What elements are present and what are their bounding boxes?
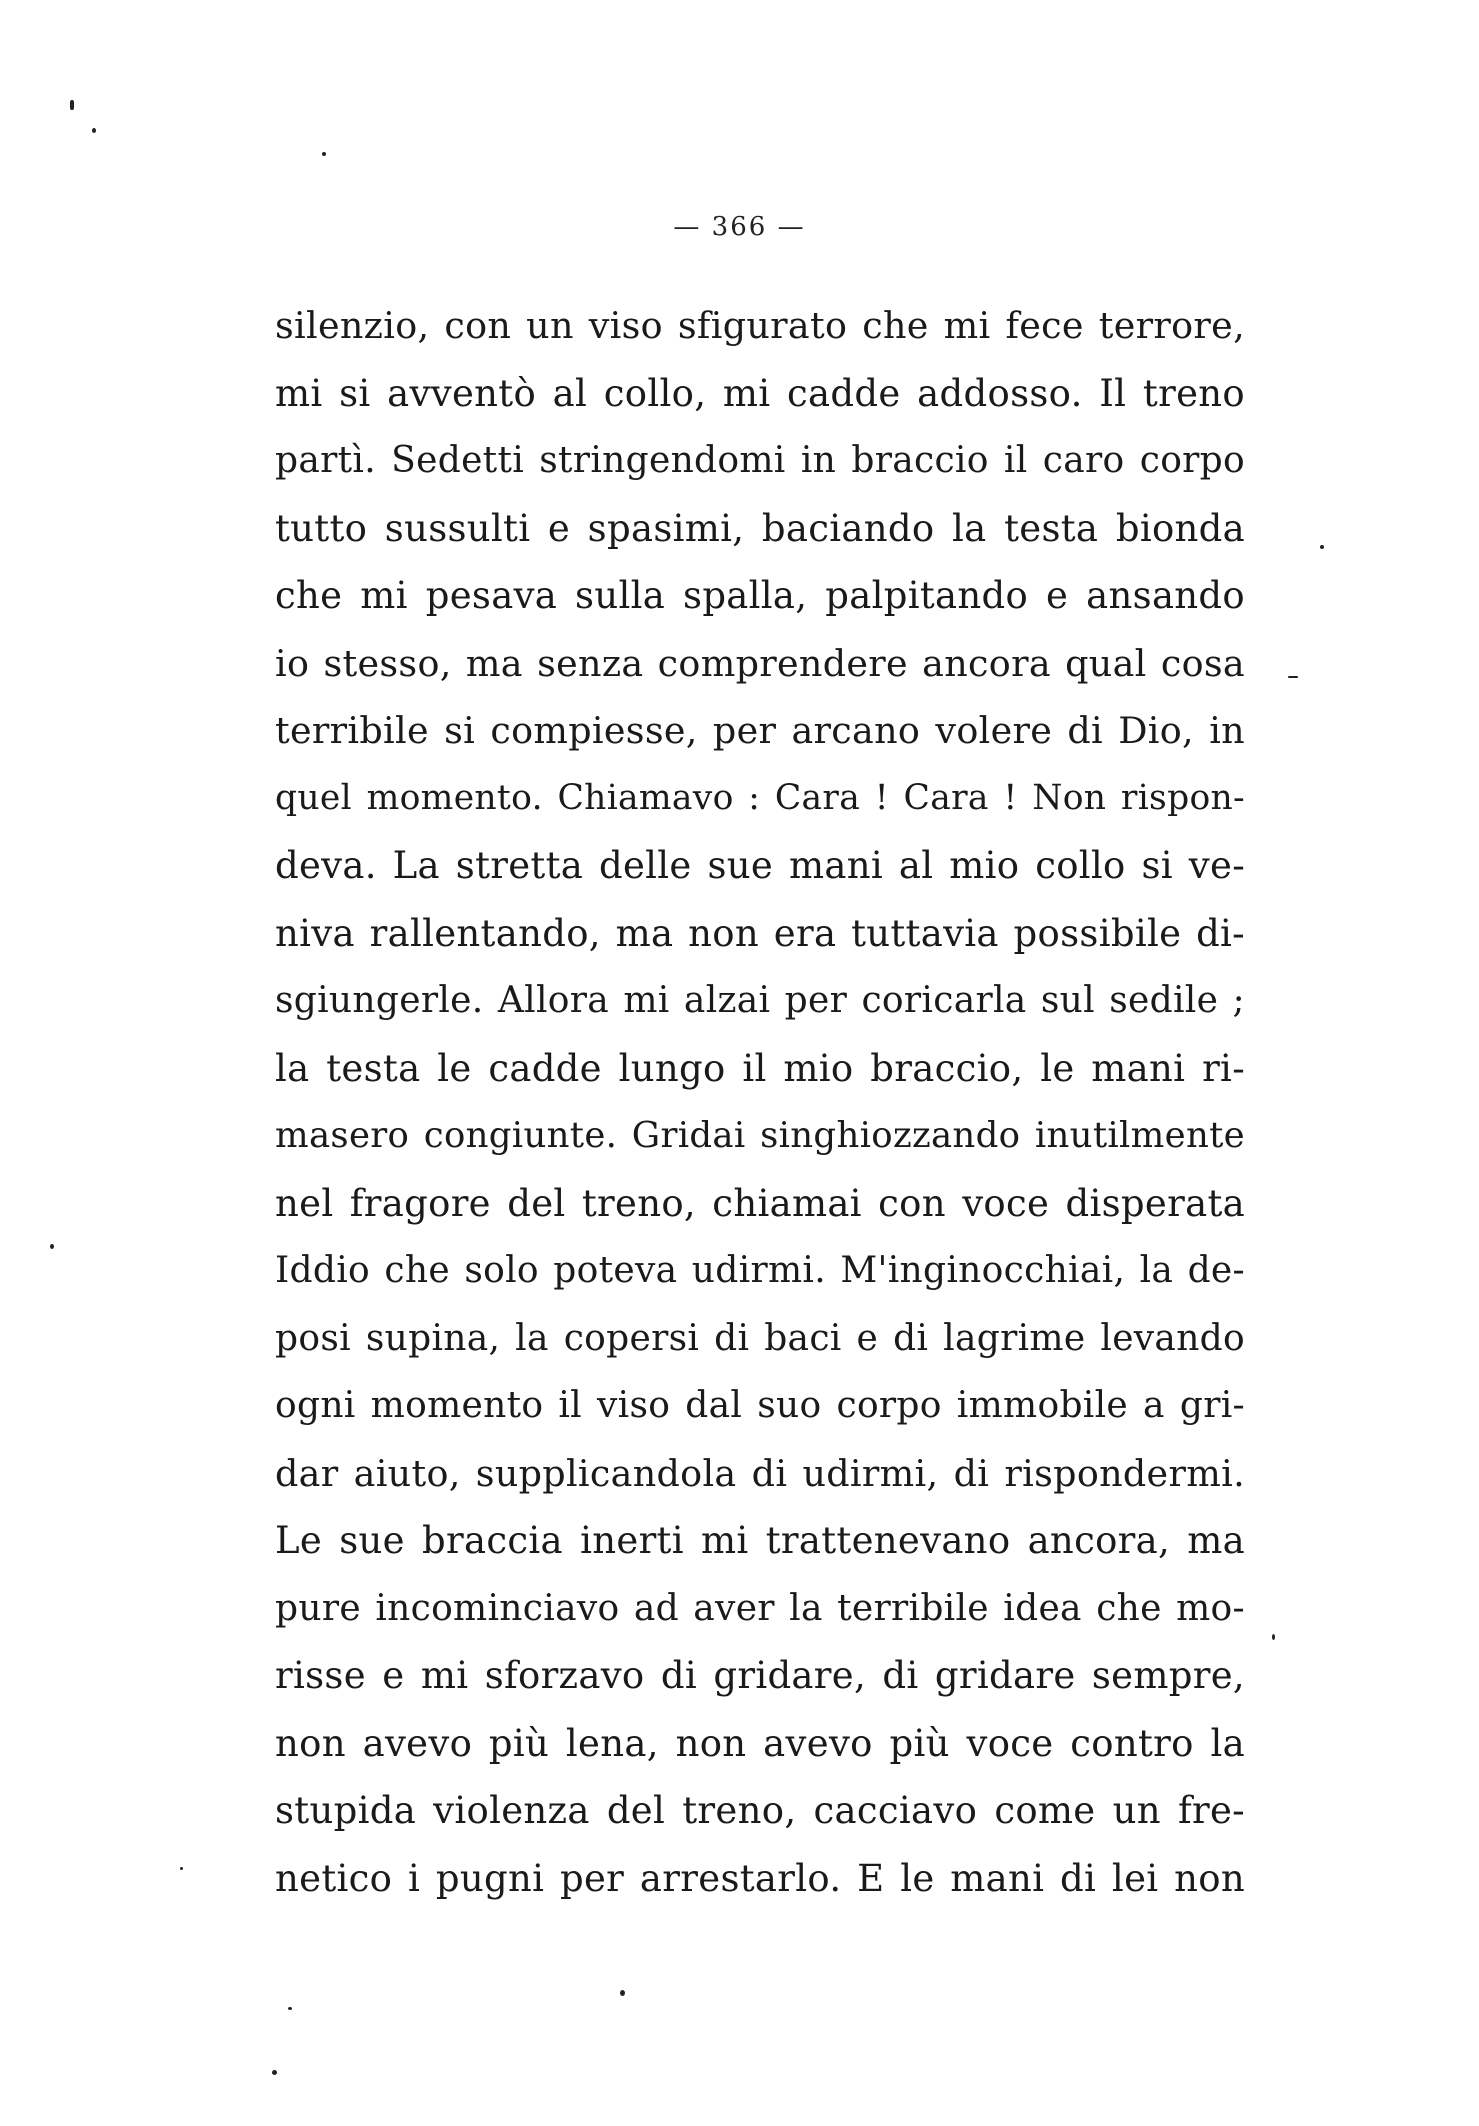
text-line: nel fragore del treno, chiamai con voce disperata [275,1181,1245,1225]
text-line: dar aiuto, supplicandola di udirmi, di rispondermi. [275,1451,1245,1495]
scan-speck [1272,1634,1275,1640]
text-line: risse e mi sforzavo di gridare, di gridare sempre, [275,1654,1245,1697]
scan-speck [272,2070,277,2075]
text-line: Iddio che solo poteva udirmi. M'inginocchiai, la de- [275,1250,1245,1291]
text-line: io stesso, ma senza comprendere ancora qual cosa [275,641,1245,685]
text-line: la testa le cadde lungo il mio braccio, le mani ri- [275,1046,1245,1090]
scan-speck [288,2007,292,2010]
text-line: sgiungerle. Allora mi alzai per coricarla sul sedile ; [275,980,1245,1021]
text-line: pure incominciavo ad aver la terribile idea che mo- [275,1587,1245,1629]
text-line: tutto sussulti e spasimi, baciando la testa bionda [275,506,1245,550]
scan-speck [92,128,96,133]
text-line: non avevo più lena, non avevo più voce contro la [275,1721,1245,1765]
text-line: masero congiunte. Gridai singhiozzando inutilmente [275,1115,1245,1156]
text-line: che mi pesava sulla spalla, palpitando e ansando [275,574,1245,617]
page-number: — 366 — [673,212,806,242]
scan-speck [1288,676,1298,678]
scan-speck [180,1867,183,1870]
text-line: niva rallentando, ma non era tuttavia possibile di- [275,911,1245,955]
text-line: deva. La stretta delle sue mani al mio collo si ve- [275,844,1245,887]
scan-speck [322,152,326,156]
text-line: silenzio, con un viso sfigurato che mi fece terrore, [275,304,1245,347]
scan-speck [50,1244,54,1249]
text-line: terribile si compiesse, per arcano volere di Dio, in [275,709,1245,752]
text-line: quel momento. Chiamavo : Cara ! Cara ! Non rispon- [275,777,1245,818]
text-line: stupida violenza del treno, cacciavo come un fre- [275,1789,1245,1832]
scan-speck [620,1990,625,1996]
scan-speck [70,100,74,110]
text-line: posi supina, la copersi di baci e di lagrime levando [275,1317,1245,1359]
body-text [275,292,1245,1912]
text-line: Le sue braccia inerti mi trattenevano ancora, ma [275,1519,1245,1562]
scan-speck [1320,545,1324,549]
text-line: netico i pugni per arrestarlo. E le mani di lei non [275,1856,1245,1900]
text-line: partì. Sedetti stringendomi in braccio il caro corpo [275,440,1245,481]
text-line: mi si avventò al collo, mi cadde addosso. Il treno [275,371,1245,415]
text-line: ogni momento il viso dal suo corpo immobile a gri- [275,1385,1245,1426]
